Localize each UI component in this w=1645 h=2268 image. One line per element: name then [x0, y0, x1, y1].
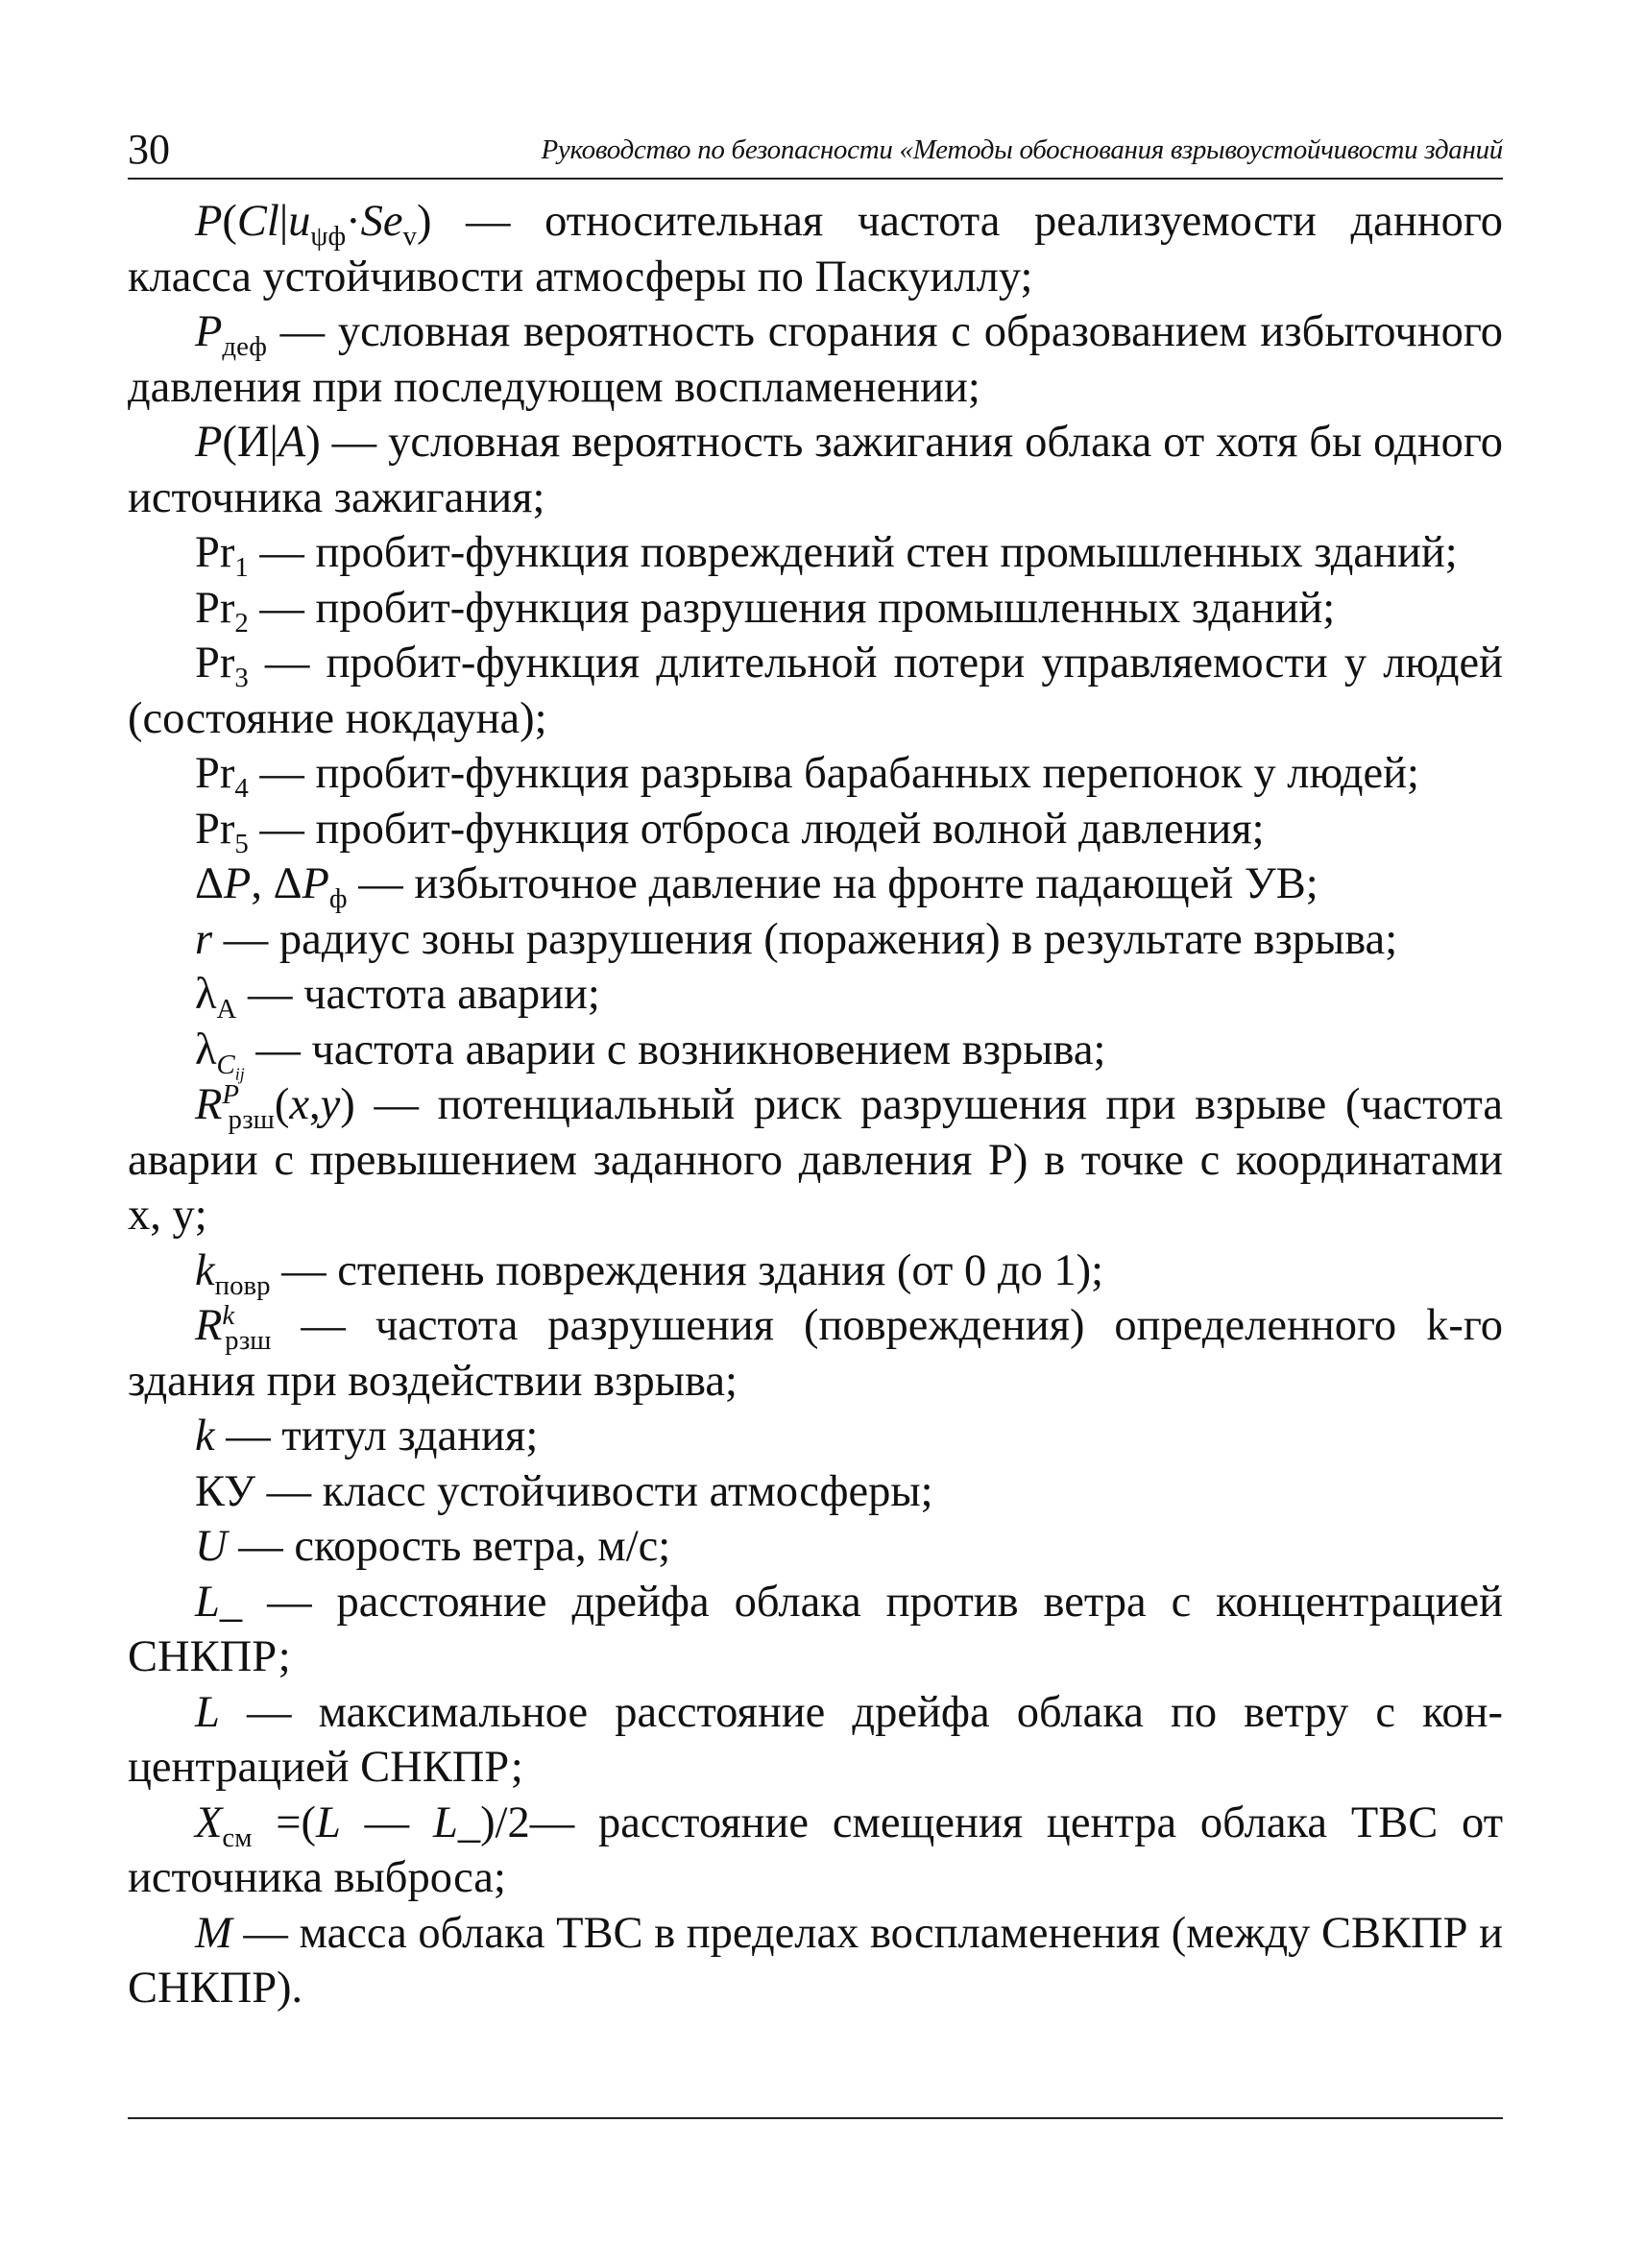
definition-entry — [128, 1409, 1503, 1464]
definitions-list — [128, 194, 1503, 2016]
definition-entry — [128, 1796, 1503, 1906]
entry-text: — частота разрушения (повреждения) определенного k-го здания при воздействии взрыва; — [128, 1301, 1503, 1406]
entry-symbol: r — [195, 914, 213, 964]
entry-symbol: $Pr_2$ — [195, 583, 249, 639]
entry-text: — избыточное давление на фронте падающей УВ; — [347, 859, 1318, 908]
page-header — [128, 123, 1503, 177]
entry-text: — максимальное расстояние дрейфа облака по ветру с концентрацией CНКПР; — [128, 1687, 1503, 1792]
entry-symbol: $k_{повр}$ — [195, 1245, 271, 1301]
entry-symbol: $X_{см} =(L$ — L_)/2 — [195, 1798, 530, 1853]
definition-entry — [128, 912, 1503, 968]
entry-text: — скорость ветра, м/с; — [227, 1522, 671, 1571]
definition-entry — [128, 194, 1503, 304]
entry-symbol: L_ — [195, 1577, 243, 1627]
entry-text: — пробит-функция длительной потери управляемости у людей (состояние нокдауна); — [128, 639, 1503, 743]
entry-symbol: $Pr_3$ — [195, 639, 249, 694]
entry-symbol: U — [195, 1522, 228, 1571]
entry-symbol: k — [195, 1411, 215, 1460]
running-title: Руководство по безопасности «Методы обоснования взрывоустойчивости зданий — [541, 134, 1503, 165]
entry-symbol: $R^P_{рзш}(x,y)$ — [195, 1079, 355, 1136]
definition-entry — [128, 1077, 1503, 1243]
definition-entry — [128, 581, 1503, 637]
definition-entry — [128, 1519, 1503, 1575]
entry-text: — степень повреждения здания (от 0 до 1); — [270, 1245, 1104, 1295]
entry-symbol: КУ — [195, 1466, 256, 1516]
definition-entry — [128, 746, 1503, 805]
header-rule — [128, 178, 1503, 180]
entry-text: — частота аварии с возникновением взрыва; — [244, 1025, 1106, 1074]
entry-symbol: M — [195, 1908, 232, 1958]
definition-entry — [128, 802, 1503, 857]
entry-symbol: ΔP, $\Delta P_ф$ — [195, 859, 348, 915]
entry-text: — класс устойчивости атмосферы; — [255, 1466, 933, 1516]
footer-rule — [128, 2117, 1503, 2119]
entry-symbol: $Pr_5$ — [195, 804, 249, 859]
definition-entry — [128, 1298, 1503, 1409]
definition-entry — [128, 1464, 1503, 1520]
entry-text: — пробит-функция повреждений стен промышленных зданий; — [248, 528, 1458, 577]
entry-symbol: $Pr_4$ — [195, 749, 249, 805]
definition-entry — [128, 636, 1503, 746]
entry-text: — расстояние дрейфа облака против ветра с концентрацией CНКПР; — [128, 1577, 1503, 1681]
entry-symbol: $P(Cl|u_{\psi ф}\cdot Se_v)$ — [195, 197, 432, 253]
entry-text: — частота аварии; — [236, 970, 600, 1019]
entry-text: — пробит-функция отброса людей волной давления; — [248, 804, 1265, 854]
definition-entry — [128, 415, 1503, 525]
definition-entry — [128, 1906, 1503, 2016]
definition-entry — [128, 857, 1503, 915]
entry-symbol: P(И|A) — [195, 418, 321, 467]
entry-symbol: $Pr_1$ — [195, 528, 249, 584]
entry-symbol: $\lambda_A$ — [195, 970, 237, 1025]
entry-symbol: $R^k_{рзш}$ — [195, 1300, 272, 1357]
entry-text: — условная вероятность сгорания с образованием избыточного давления при последующем воспламенении; — [128, 307, 1503, 412]
entry-symbol: $\lambda_{C_{ij}}$ — [195, 1025, 245, 1083]
definition-entry — [128, 1023, 1503, 1083]
entry-text: — масса облака ТВС в пределах воспламенения (между CВКПР и CНКПР). — [128, 1908, 1503, 2013]
definition-entry — [128, 525, 1503, 584]
definition-entry — [128, 304, 1503, 415]
entry-text: — пробит-функция разрушения промышленных зданий; — [248, 583, 1336, 633]
definition-entry — [128, 967, 1503, 1023]
entry-symbol: $P_{деф}$ — [195, 307, 267, 363]
definition-entry — [128, 1243, 1503, 1299]
entry-text: — потенциальный риск разрушения при взрыве (частота аварии с превышением заданного давления P) в точке с координатами x, y; — [128, 1080, 1503, 1240]
definition-entry — [128, 1575, 1503, 1685]
entry-symbol: L — [195, 1687, 220, 1737]
page-number: 30 — [128, 126, 170, 173]
entry-text: — радиус зоны разрушения (поражения) в результате взрыва; — [212, 914, 1398, 964]
entry-text: — титул здания; — [214, 1411, 539, 1460]
entry-text: — расстояние смещения центра облака ТВС от источника выброса; — [128, 1798, 1504, 1902]
definition-entry — [128, 1685, 1503, 1796]
entry-text: — условная вероятность зажигания облака от хотя бы одного источника зажигания; — [128, 418, 1503, 522]
entry-text: — пробит-функция разрыва барабанных перепонок у людей; — [248, 749, 1419, 798]
entry-text: — относительная частота реализуемости данного класса устойчивости атмосферы по Паскуиллу; — [128, 197, 1503, 302]
